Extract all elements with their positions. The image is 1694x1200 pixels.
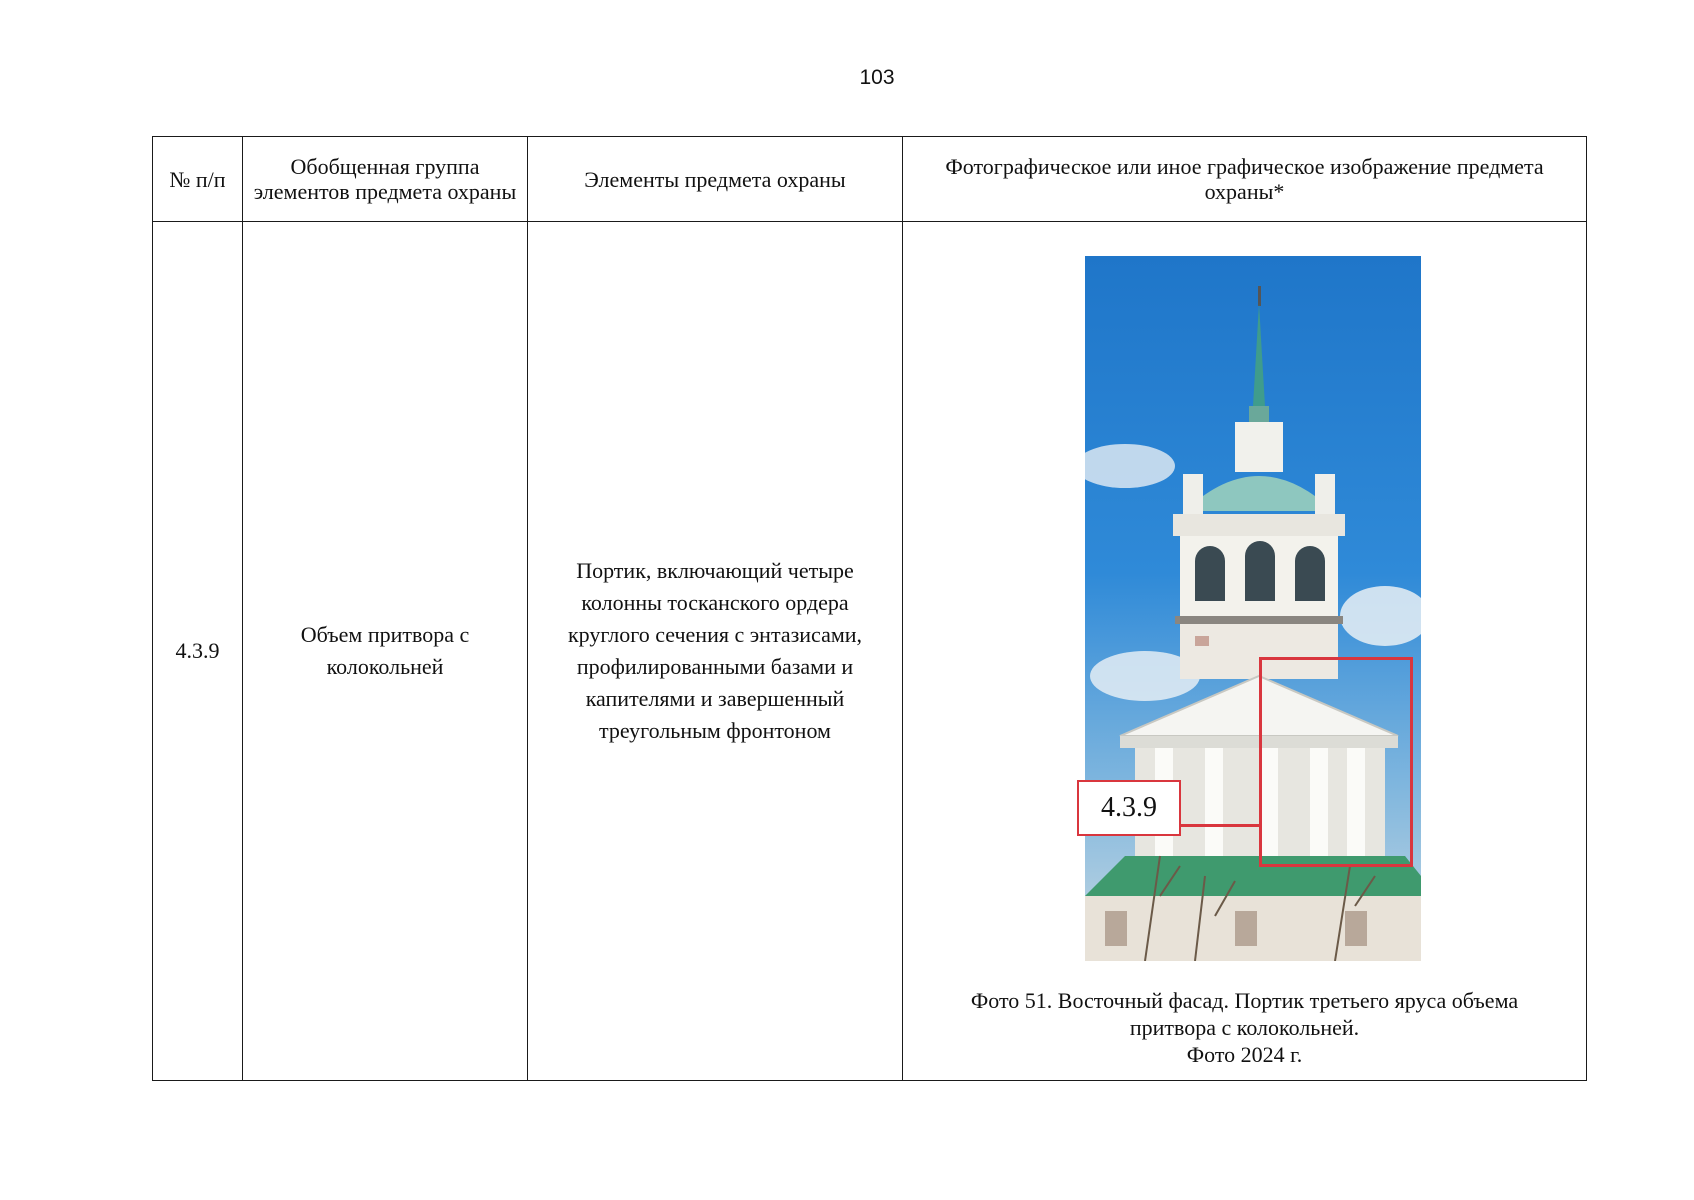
header-elements: Элементы предмета охраны xyxy=(528,137,903,222)
row-number: 4.3.9 xyxy=(153,222,243,1081)
photo-caption xyxy=(903,987,1586,1068)
callout-leader-line xyxy=(1181,824,1259,827)
header-group: Обобщенная группа элементов предмета охраны xyxy=(243,137,528,222)
header-number: № п/п xyxy=(153,137,243,222)
row-elements: Портик, включающий четыре колонны тосканского ордера круглого сечения с энтазисами, профилированными базами и капителями и завершенный треугольным фронтоном xyxy=(528,222,903,1081)
caption-line-2: притвора с колокольней. xyxy=(1129,1015,1360,1040)
photo-cell xyxy=(903,222,1587,1081)
header-photo: Фотографическое или иное графическое изображение предмета охраны* xyxy=(903,137,1587,222)
caption-line-1: Фото 51. Восточный фасад. Портик третьего яруса объема xyxy=(970,988,1519,1013)
page-number: 103 xyxy=(859,66,895,89)
callout-label: 4.3.9 xyxy=(1077,780,1181,836)
caption-line-3: Фото 2024 г. xyxy=(1186,1042,1303,1067)
table-header-row xyxy=(153,137,1587,222)
protection-table xyxy=(152,136,1587,1081)
table-row xyxy=(153,222,1587,1081)
highlight-frame xyxy=(1259,657,1413,867)
row-group: Объем притвора с колокольней xyxy=(243,222,528,1081)
